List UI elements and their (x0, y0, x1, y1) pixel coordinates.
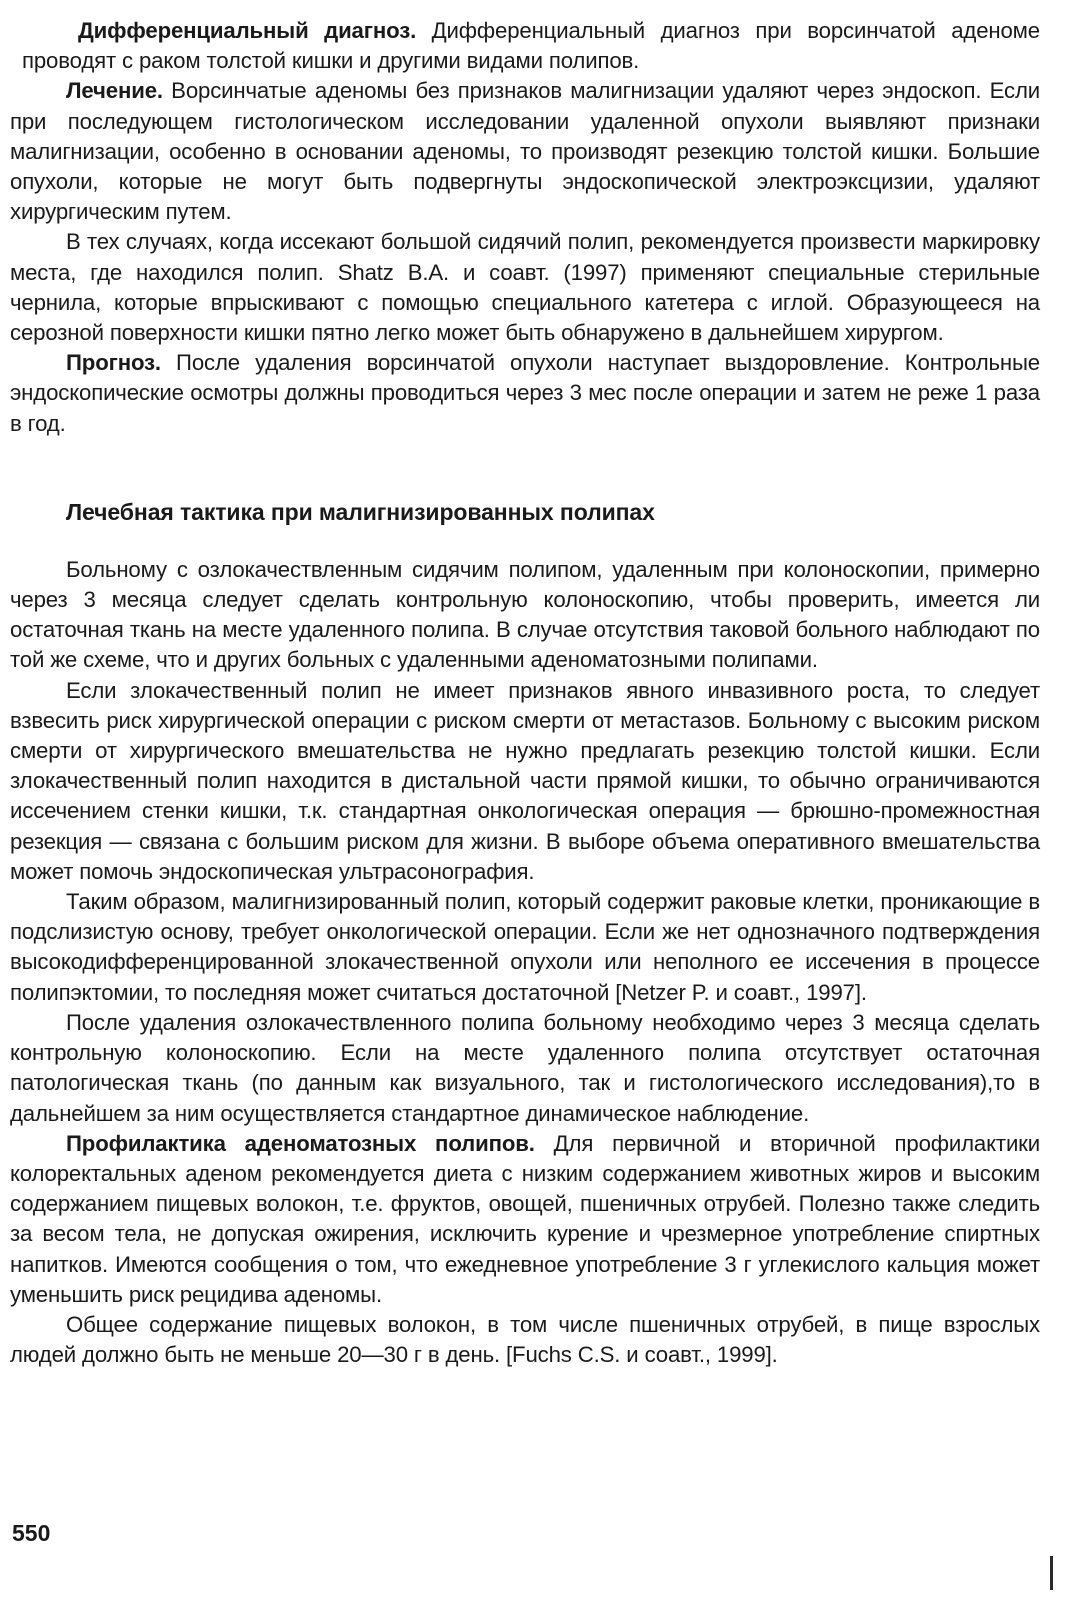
paragraph-marking (10, 227, 1040, 348)
paragraph-text: Ворсинчатые аденомы без признаков малигнизации удаляют через эндоскоп. Если при последующем гистологическом исследовании удаленной опухоли выявляют признаки малигнизации, особенно в основании аденомы, то производят резекцию толстой кишки. Большие опухоли, которые не могут быть подвергнуты эндоскопической электроэксцизии, удаляют хирургическим путем. (10, 78, 1040, 225)
paragraph-text: Дифференциальный диагноз при ворсинчатой аденоме проводят с раком толстой кишки и другими видами полипов. (22, 18, 1040, 74)
page-number: 550 (12, 1520, 51, 1546)
paragraph-text: Для первичной и вторичной профилактики колоректальных аденом рекомендуется диета с низким содержанием животных жиров и высоким содержанием пищевых волокон, т.е. фруктов, овощей, пшеничных отрубей. Полезно также следить за весом тела, не допуская ожирения, исключить курение и чрезмерное употребление спиртных напитков. Имеются сообщения о том, что ежедневное употребление 3 г углекислого кальция может уменьшить риск рецидива аденомы. (10, 1130, 1040, 1307)
paragraph-text: Если злокачественный полип не имеет признаков явного инвазивного роста, то следует взвесить риск хирургической операции с риском смерти от метастазов. Больному с высоким риском смерти от хирургического вмешательства не нужно предлагать резекцию толстой кишки. Если злокачественный полип находится в дистальной части прямой кишки, то обычно ограничиваются иссечением стенки кишки, т.к. стандартная онкологическая операция — брюшно-промежностная резекция — связана с большим риском для жизни. В выборе объема оперативного вмешательства может помочь эндоскопическая ультрасонография. (10, 677, 1040, 884)
paragraph-lead: Профилактика аденоматозных полипов. (66, 1130, 535, 1156)
paragraph-section-1 (10, 555, 1040, 676)
paragraph-section-4 (10, 1008, 1040, 1129)
paragraph-treatment (10, 76, 1040, 227)
paragraph-differential-diagnosis (10, 16, 1040, 76)
paragraph-prophylaxis (10, 1129, 1040, 1310)
paragraph-section-3 (10, 887, 1040, 1008)
paragraph-section-2 (10, 676, 1040, 887)
paragraph-fiber (10, 1310, 1040, 1370)
paragraph-text: Больному с озлокачествленным сидячим полипом, удаленным при колоноскопии, примерно через 3 месяца следует сделать контрольную колоноскопию, чтобы проверить, имеется ли остаточная ткань на месте удаленного полипа. В случае отсутствия таковой больного наблюдают по той же схеме, что и других больных с удаленными аденоматозными полипами. (10, 556, 1040, 673)
paragraph-text: После удаления ворсинчатой опухоли наступает выздоровление. Контрольные эндоскопические осмотры должны проводиться через 3 мес после операции и затем не реже 1 раза в год. (10, 350, 1040, 436)
paragraph-lead: Прогноз. (66, 350, 161, 376)
paragraph-text: Общее содержание пищевых волокон, в том числе пшеничных отрубей, в пище взрослых людей должно быть не меньше 20—30 г в день. [Fuchs C.S. и соавт., 1999]. (10, 1311, 1040, 1368)
paragraph-text: Таким образом, малигнизированный полип, который содержит раковые клетки, проникающие в подслизистую основу, требует онкологической операции. Если же нет однозначного подтверждения высокодифференцированной злокачественной опухоли или неполного ее иссечения в процессе полипэктомии, то последняя может считаться достаточной [Netzer P. и соавт., 1997]. (10, 889, 1040, 1005)
paragraph-lead: Дифференциальный диагноз. (78, 18, 417, 43)
scan-edge-mark (1050, 1556, 1053, 1590)
section-heading: Лечебная тактика при малигнизированных полипах (66, 498, 655, 525)
book-page (10, 16, 1040, 1370)
paragraph-lead: Лечение. (66, 78, 163, 104)
paragraph-text: В тех случаях, когда иссекают большой сидячий полип, рекомендуется произвести маркировку места, где находился полип. Shatz B.A. и соавт. (1997) применяют специальные стерильные чернила, которые впрыскивают с помощью специального катетера с иглой. Образующееся на серозной поверхности кишки пятно легко может быть обнаружено в дальнейшем хирургом. (10, 229, 1040, 346)
paragraph-prognosis (10, 348, 1040, 439)
paragraph-text: После удаления озлокачествленного полипа больному необходимо через 3 месяца сделать контрольную колоноскопию. Если на месте удаленного полипа отсутствует остаточная патологическая ткань (по данным как визуального, так и гистологического исследования),то в дальнейшем за ним осуществляется стандартное динамическое наблюдение. (10, 1009, 1040, 1126)
